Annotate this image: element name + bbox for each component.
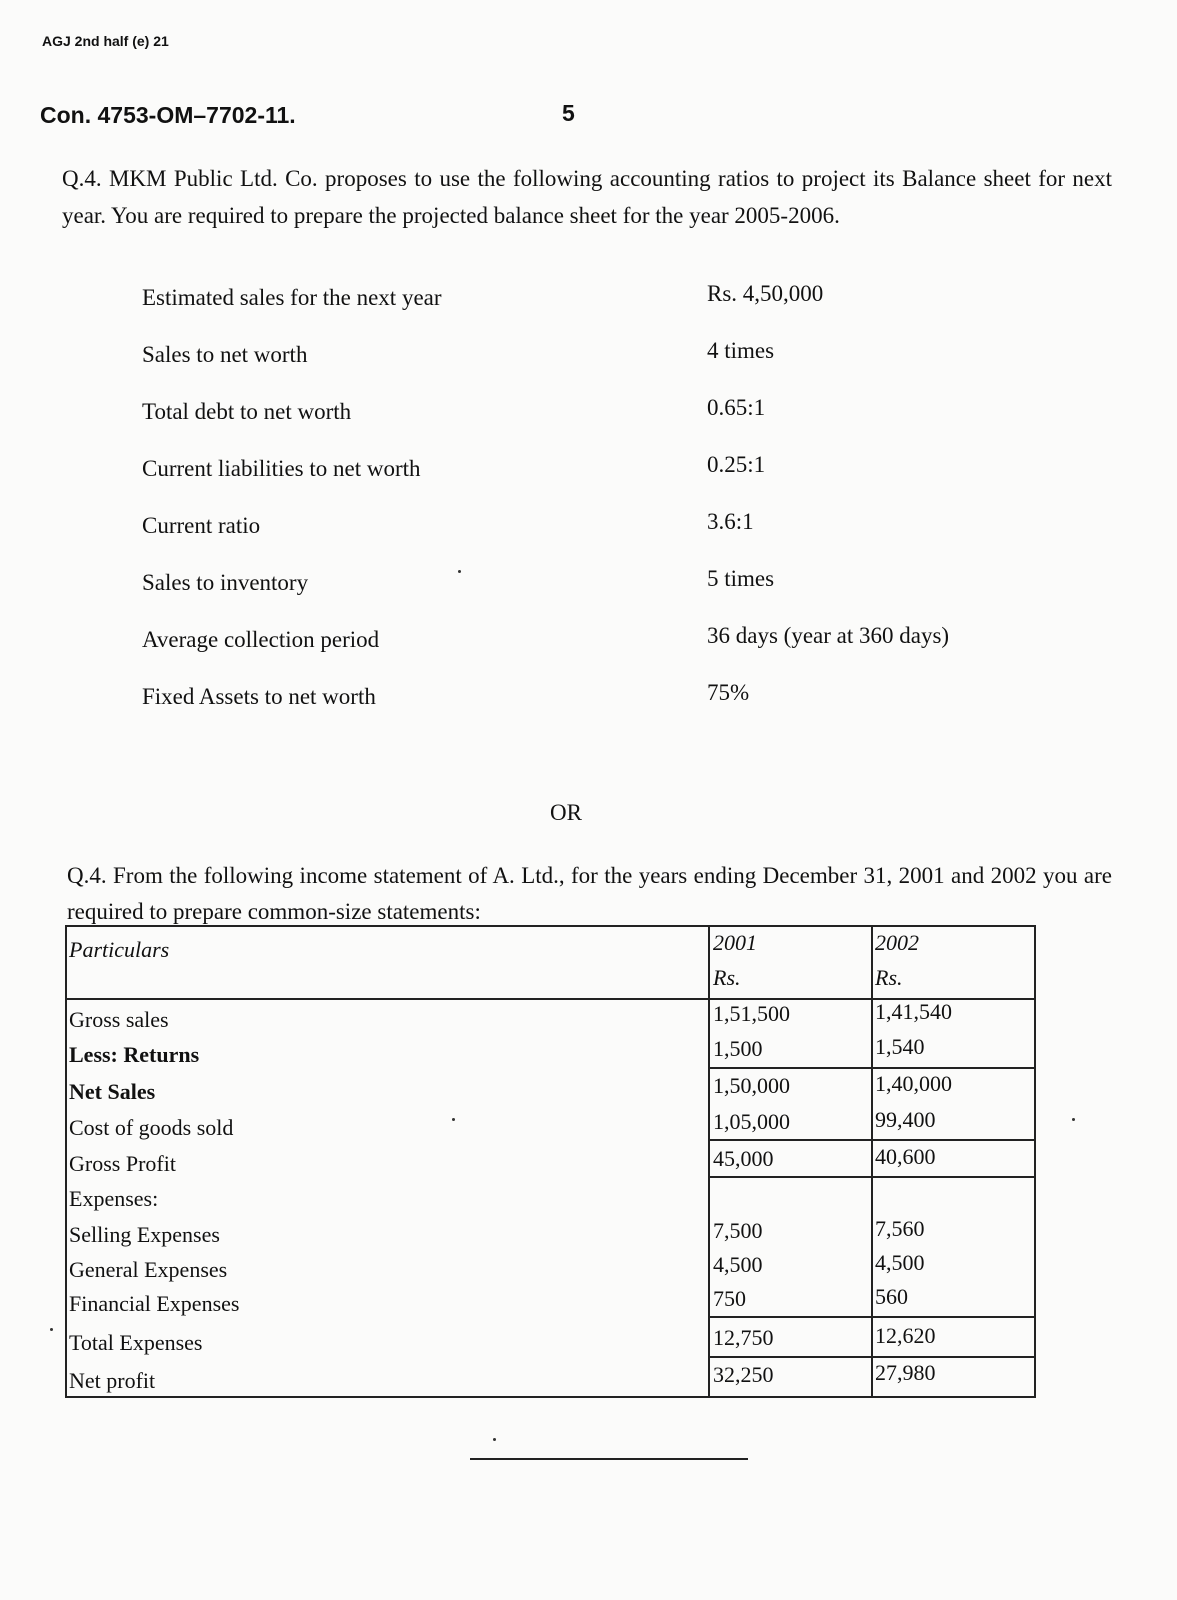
- group-rule: [708, 1067, 1034, 1069]
- header-unit-2002: Rs.: [875, 965, 903, 990]
- row-value-2002: 7,560: [875, 1216, 925, 1241]
- row-value-2001: 12,750: [713, 1325, 774, 1350]
- ratio-value: 0.65:1: [707, 395, 766, 420]
- row-value-2001: 750: [713, 1286, 746, 1311]
- row-value-2001: 1,51,500: [713, 1001, 790, 1026]
- ratio-row: [142, 281, 1042, 342]
- ratio-value: 0.25:1: [707, 452, 766, 477]
- ratio-label: Current liabilities to net worth: [142, 456, 421, 481]
- row-value-2002: 560: [875, 1284, 908, 1309]
- row-particular: General Expenses: [69, 1257, 228, 1282]
- ratio-row: [142, 509, 1042, 570]
- group-rule: [708, 1316, 1034, 1318]
- header-unit-2001: Rs.: [713, 965, 741, 990]
- ratio-value: 75%: [707, 680, 750, 705]
- ratio-label: Estimated sales for the next year: [142, 285, 442, 310]
- row-value-2002: 40,600: [875, 1144, 936, 1169]
- header-year-2002: 2002: [875, 930, 919, 955]
- row-particular: Selling Expenses: [69, 1222, 220, 1247]
- group-rule: [708, 1176, 1034, 1178]
- question-1-text: Q.4. MKM Public Ltd. Co. proposes to use the following accounting ratios to project its Balance sheet for next year. You are required to prepare the projected balance sheet for the year 2005-2006.: [62, 166, 1112, 228]
- scan-speck: [50, 1328, 53, 1331]
- row-value-2002: 4,500: [875, 1250, 925, 1275]
- scan-speck: [458, 570, 461, 573]
- ratio-value: 36 days (year at 360 days): [707, 623, 950, 648]
- scan-speck: [1072, 1118, 1075, 1121]
- row-value-2001: 1,05,000: [713, 1109, 790, 1134]
- row-particular: Total Expenses: [69, 1330, 203, 1355]
- ratio-row: [142, 452, 1042, 513]
- ratio-value: 4 times: [707, 338, 775, 363]
- ratio-value: 3.6:1: [707, 509, 754, 534]
- row-particular: Cost of goods sold: [69, 1115, 234, 1140]
- row-particular: Net profit: [69, 1368, 156, 1393]
- or-separator: OR: [550, 800, 582, 825]
- header-year-2001: 2001: [713, 930, 757, 955]
- con-reference: Con. 4753-OM–7702-11.: [40, 102, 296, 128]
- row-value-2002: 1,40,000: [875, 1071, 952, 1096]
- ratio-label: Current ratio: [142, 513, 261, 538]
- row-value-2002: 99,400: [875, 1107, 936, 1132]
- ratio-row: [142, 623, 1042, 684]
- ratio-label: Sales to inventory: [142, 570, 309, 595]
- scan-speck: [493, 1438, 496, 1441]
- ratio-label: Total debt to net worth: [142, 399, 352, 424]
- ratio-list: [142, 281, 1042, 741]
- ratio-row: [142, 338, 1042, 399]
- ratio-row: [142, 566, 1042, 627]
- row-value-2001: 7,500: [713, 1218, 763, 1243]
- end-rule: [470, 1458, 748, 1460]
- row-particular: Gross Profit: [69, 1151, 176, 1176]
- row-value-2002: 27,980: [875, 1360, 936, 1385]
- row-particular: Gross sales: [69, 1007, 169, 1032]
- row-value-2001: 32,250: [713, 1362, 774, 1387]
- income-statement-table: [65, 925, 1036, 1398]
- row-particular: Net Sales: [69, 1079, 156, 1104]
- row-value-2001: 45,000: [713, 1146, 774, 1171]
- ratio-row: [142, 680, 1042, 741]
- row-particular: Financial Expenses: [69, 1291, 240, 1316]
- scan-speck: [452, 1118, 455, 1121]
- row-value-2001: 4,500: [713, 1252, 763, 1277]
- ratio-label: Fixed Assets to net worth: [142, 684, 376, 709]
- row-particular: Less: Returns: [69, 1042, 200, 1067]
- ratio-label: Sales to net worth: [142, 342, 308, 367]
- row-value-2002: 1,41,540: [875, 999, 952, 1024]
- group-rule: [708, 1356, 1034, 1358]
- row-value-2001: 1,50,000: [713, 1073, 790, 1098]
- header-particulars: Particulars: [69, 937, 170, 962]
- question-2-text: Q.4. From the following income statement of A. Ltd., for the years ending December 31, 2001 and 2002 you are required to prepare common-size statements:: [67, 863, 1112, 924]
- ratio-row: [142, 395, 1042, 456]
- row-value-2001: 1,500: [713, 1036, 763, 1061]
- ratio-value: 5 times: [707, 566, 775, 591]
- ratio-label: Average collection period: [142, 627, 380, 652]
- group-rule: [708, 1139, 1034, 1141]
- row-value-2002: 1,540: [875, 1034, 925, 1059]
- page-number: 5: [562, 100, 575, 126]
- ratio-value: Rs. 4,50,000: [707, 281, 824, 306]
- paper-code: AGJ 2nd half (e) 21: [42, 33, 169, 49]
- row-value-2002: 12,620: [875, 1323, 936, 1348]
- row-particular: Expenses:: [69, 1186, 159, 1211]
